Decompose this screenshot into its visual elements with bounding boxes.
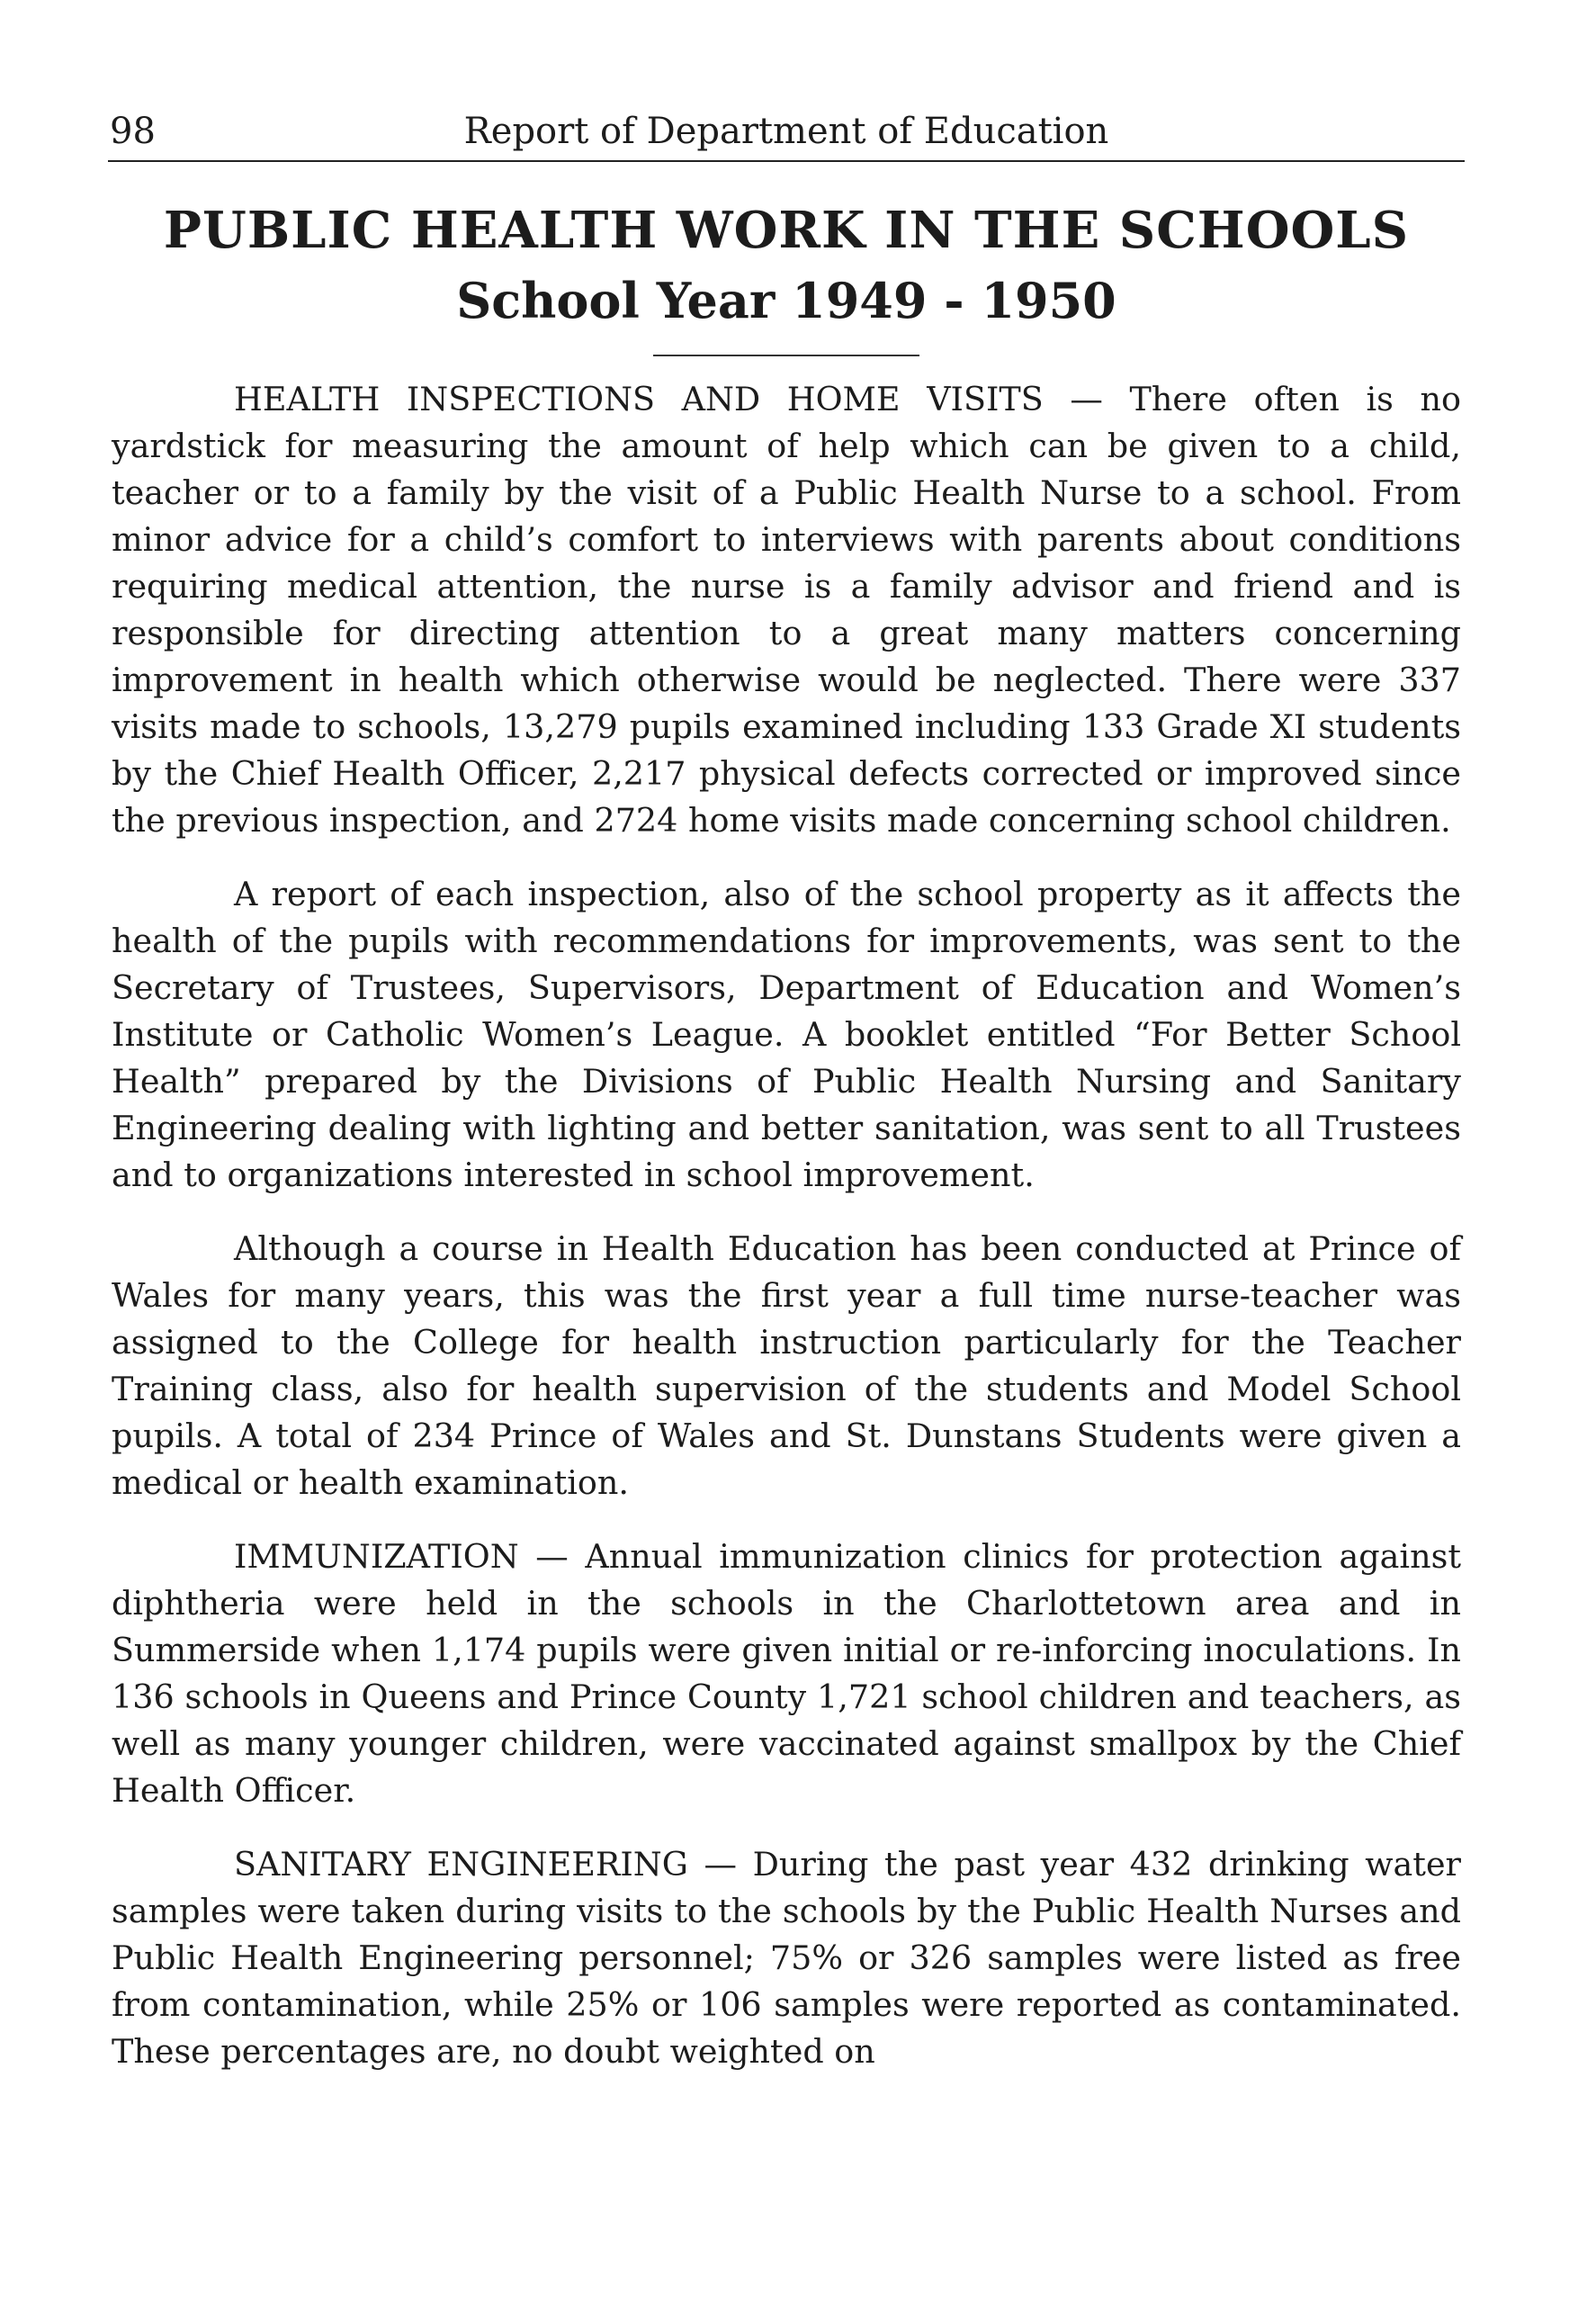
main-title: PUBLIC HEALTH WORK IN THE SCHOOLS — [163, 201, 1410, 260]
page-number: 98 — [110, 111, 156, 152]
paragraph-sanitary-engineering: SANITARY ENGINEERING — During the past year 432 drinking water samples were taken during visits to the schools by the Public Health Nurses and Public Health Engineering personnel; 75% or 326 samples were listed as free from contamination, while 25% or 106 samples were reported as contaminated. These percentages are, no doubt weighted on — [112, 1845, 1461, 2071]
paragraph-immunization: IMMUNIZATION — Annual immunization clinics for protection against diphtheria were held in the schools in the Charlottetown area and in Summerside when 1,174 pupils were given initial or re-inforcing inoculations. In 136 schools in Queens and Prince County 1,721 school children and teachers, as well as many younger children, were vaccinated against smallpox by the Chief Health Officer. — [112, 1537, 1461, 1810]
title-rule — [653, 355, 919, 356]
paragraph-health-education: Although a course in Health Education has been conducted at Prince of Wales for many years, this was the first year a full time nurse-teacher was assigned to the College for health instruction particularly for the Teacher Training class, also for health supervision of the students and Model School pupils. A total of 234 Prince of Wales and St. Dunstans Students were given a medical or health examination. — [112, 1229, 1461, 1502]
sub-title: School Year 1949 - 1950 — [456, 272, 1116, 329]
heading-block — [108, 196, 1465, 356]
body-text — [112, 376, 1461, 2102]
paragraph-health-inspections: HEALTH INSPECTIONS AND HOME VISITS — There often is no yardstick for measuring the amount of help which can be given to a child, teacher or to a family by the visit of a Public Health Nurse to a school. From minor advice for a child’s comfort to interviews with parents about conditions requiring medical attention, the nurse is a family advisor and friend and is responsible for directing attention to a great many matters concerning improvement in health which otherwise would be neglected. There were 337 visits made to schools, 13,279 pupils examined including 133 Grade XI students by the Chief Health Officer, 2,217 physical defects corrected or improved since the previous inspection, and 2724 home visits made concerning school children. — [112, 380, 1461, 840]
running-title: Report of Department of Education — [463, 111, 1109, 152]
running-header — [108, 106, 1465, 162]
paragraph-inspection-report: A report of each inspection, also of the school property as it affects the health of the pupils with recommendations for improvements, was sent to the Secretary of Trustees, Supervisors, Department of Education and Women’s Institute or Catholic Women’s League. A booklet entitled “For Better School Health” prepared by the Divisions of Public Health Nursing and Sanitary Engineering dealing with lighting and better sanitation, was sent to all Trustees and to organizations interested in school improvement. — [112, 875, 1461, 1194]
